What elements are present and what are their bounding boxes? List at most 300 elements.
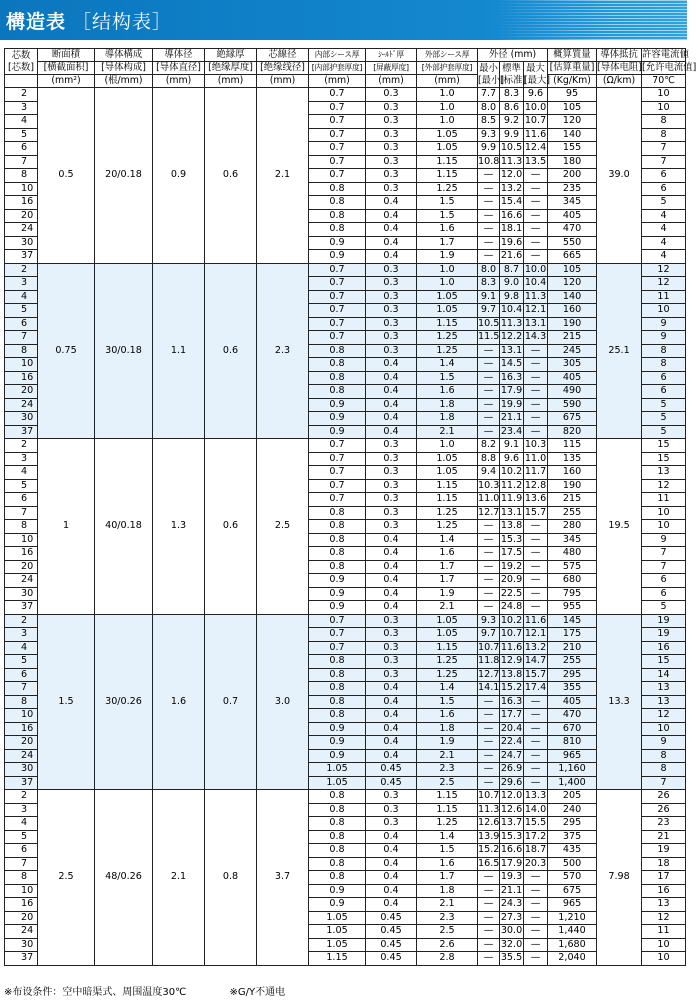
cell-cores: 16 bbox=[5, 898, 38, 912]
cell-outer-sheath: 1.25 bbox=[417, 520, 478, 534]
cell-current: 12 bbox=[642, 263, 686, 277]
table-header bbox=[5, 49, 696, 88]
cell-outer-sheath: 1.0 bbox=[417, 277, 478, 291]
cell-od-max: — bbox=[524, 574, 548, 588]
cell-od-std: 10.2 bbox=[500, 614, 523, 626]
cell-inner-sheath: 1.05 bbox=[309, 925, 366, 939]
cell-weight: 295 bbox=[548, 817, 597, 831]
cell-od-std: 11.9 bbox=[500, 493, 523, 505]
cell-od-min: 10.8 bbox=[478, 155, 500, 167]
cell-conductor: 48/0.26 bbox=[95, 790, 153, 966]
cell-od-min: 10.7 bbox=[478, 641, 500, 653]
cell-weight: 795 bbox=[548, 587, 597, 601]
cell-weight: 470 bbox=[548, 223, 597, 237]
cell-current: 23 bbox=[642, 817, 686, 831]
cell-outer-sheath: 1.4 bbox=[417, 533, 478, 547]
cell-current: 19 bbox=[642, 614, 686, 628]
cell-od-std: 13.1 bbox=[500, 344, 523, 356]
cell-od-min: 8.2 bbox=[478, 439, 500, 453]
cell-insul: 0.6 bbox=[205, 88, 257, 264]
cell-current: 21 bbox=[642, 830, 686, 844]
cell-inner-sheath: 0.7 bbox=[309, 614, 366, 628]
header-outer: 外部シース厚 bbox=[417, 49, 478, 62]
cell-od-std: 21.1 bbox=[500, 412, 523, 424]
cell-weight: 590 bbox=[548, 398, 597, 412]
cell-shield: 0.3 bbox=[366, 614, 417, 628]
cell-insul: 0.6 bbox=[205, 263, 257, 439]
cell-shield: 0.4 bbox=[366, 871, 417, 885]
cell-cores: 7 bbox=[5, 506, 38, 520]
cell-current: 7 bbox=[642, 142, 686, 156]
cell-od-std: 9.1 bbox=[500, 439, 524, 453]
cell-current: 6 bbox=[642, 587, 686, 601]
cell-cores: 30 bbox=[5, 763, 38, 777]
cell-od-max: — bbox=[524, 385, 548, 399]
cell-od-std: 8.6 bbox=[500, 101, 524, 115]
cell-inner-sheath: 0.8 bbox=[309, 668, 366, 682]
cell-od-min: — bbox=[478, 344, 500, 358]
cell-outer-sheath: 1.15 bbox=[417, 803, 478, 817]
cell-weight: 575 bbox=[548, 560, 597, 574]
header-od-min: 最小 [最小] bbox=[478, 62, 505, 86]
cell-shield: 0.4 bbox=[366, 533, 417, 547]
cell-outer-sheath: 1.05 bbox=[417, 452, 478, 466]
cell-outer-sheath: 1.0 bbox=[417, 115, 478, 129]
cell-od-min: — bbox=[478, 236, 500, 250]
cell-inner-sheath: 1.05 bbox=[309, 776, 366, 790]
cell-od-max: — bbox=[524, 209, 548, 223]
cell-od-min: — bbox=[478, 385, 500, 399]
cell-shield: 0.3 bbox=[366, 817, 417, 831]
cell-weight: 680 bbox=[548, 574, 597, 588]
cell-inner-sheath: 1.05 bbox=[309, 911, 366, 925]
header-inner: 内部シース厚 bbox=[309, 49, 366, 62]
cell-current: 7 bbox=[642, 776, 686, 790]
cell-cores: 37 bbox=[5, 250, 38, 264]
cell-current: 10 bbox=[642, 304, 686, 318]
cell-cores: 24 bbox=[5, 398, 38, 412]
cell-current: 16 bbox=[642, 641, 686, 655]
cell-od-std: 21.1 bbox=[500, 884, 523, 896]
cell-od-max: 10.0 bbox=[524, 101, 547, 113]
cell-od-std: 18.1 bbox=[500, 223, 523, 235]
cell-inner-sheath: 0.8 bbox=[309, 655, 366, 669]
cell-outer-sheath: 2.8 bbox=[417, 952, 478, 966]
cell-cond-dia: 2.1 bbox=[153, 790, 205, 966]
cell-weight: 490 bbox=[548, 385, 597, 399]
cell-od-std: 16.3 bbox=[500, 695, 523, 707]
title-sub: ［结构表］ bbox=[72, 11, 173, 33]
cell-current: 5 bbox=[642, 425, 686, 439]
cell-od-max: 17.4 bbox=[524, 682, 547, 694]
cell-weight: 190 bbox=[548, 479, 597, 493]
cell-current: 6 bbox=[642, 385, 686, 399]
cell-resistance: 19.5 bbox=[597, 439, 642, 615]
cell-current: 10 bbox=[642, 938, 686, 952]
cell-weight: 375 bbox=[548, 830, 597, 844]
cell-current: 5 bbox=[642, 398, 686, 412]
cell-inner-sheath: 0.7 bbox=[309, 317, 366, 331]
cell-cores: 24 bbox=[5, 925, 38, 939]
cell-od-std: 11.3 bbox=[500, 155, 523, 167]
cell-current: 8 bbox=[642, 115, 686, 129]
cell-shield: 0.45 bbox=[366, 911, 417, 925]
cell-cores: 24 bbox=[5, 749, 38, 763]
cell-inner-sheath: 0.9 bbox=[309, 736, 366, 750]
cell-od-max: 15.7 bbox=[524, 506, 547, 518]
cell-inner-sheath: 0.7 bbox=[309, 331, 366, 345]
cell-od-min: 11.8 bbox=[478, 655, 500, 667]
cell-od-std: 10.4 bbox=[500, 304, 523, 316]
cell-od-max: — bbox=[524, 425, 548, 439]
cell-cores: 37 bbox=[5, 952, 38, 966]
cell-outer-sheath: 1.05 bbox=[417, 142, 478, 156]
cell-outer-sheath: 1.15 bbox=[417, 169, 478, 183]
cell-od-std: 26.9 bbox=[500, 763, 523, 775]
cell-od-std: 12.0 bbox=[500, 790, 523, 802]
cell-shield: 0.4 bbox=[366, 560, 417, 574]
cell-outer-sheath: 1.5 bbox=[417, 209, 478, 223]
cell-od-max: — bbox=[524, 358, 548, 372]
cell-outer-sheath: 1.5 bbox=[417, 371, 478, 385]
cell-shield: 0.45 bbox=[366, 938, 417, 952]
cell-od-min: — bbox=[478, 209, 500, 223]
cell-od-std: 13.8 bbox=[500, 520, 523, 532]
cell-cores: 24 bbox=[5, 574, 38, 588]
cell-outer-sheath: 1.05 bbox=[417, 128, 478, 142]
cell-cond-dia: 1.1 bbox=[153, 263, 205, 439]
cell-inner-sheath: 0.7 bbox=[309, 304, 366, 318]
cell-outer-sheath: 1.9 bbox=[417, 736, 478, 750]
cell-inner-sheath: 0.7 bbox=[309, 88, 366, 102]
cell-shield: 0.4 bbox=[366, 749, 417, 763]
cell-inner-sheath: 0.9 bbox=[309, 574, 366, 588]
cell-current: 9 bbox=[642, 533, 686, 547]
cell-cores: 7 bbox=[5, 857, 38, 871]
cell-weight: 205 bbox=[548, 790, 597, 804]
cell-inner-sheath: 0.8 bbox=[309, 560, 366, 574]
cell-outer-sheath: 1.05 bbox=[417, 304, 478, 318]
cell-shield: 0.3 bbox=[366, 479, 417, 493]
cell-od-max: — bbox=[524, 884, 548, 898]
header-area-unit: (mm²) bbox=[38, 75, 95, 88]
cell-cores: 5 bbox=[5, 128, 38, 142]
cell-weight: 105 bbox=[548, 101, 597, 115]
cell-shield: 0.4 bbox=[366, 358, 417, 372]
title-main: 構造表 bbox=[6, 11, 67, 33]
cell-inner-sheath: 0.8 bbox=[309, 385, 366, 399]
cell-od-min: — bbox=[478, 560, 500, 574]
cell-current: 8 bbox=[642, 128, 686, 142]
cell-od-std: 9.8 bbox=[500, 290, 524, 304]
cell-inner-sheath: 0.8 bbox=[309, 506, 366, 520]
cell-od-std: 24.8 bbox=[500, 601, 523, 613]
cell-cores: 37 bbox=[5, 776, 38, 790]
cell-cores: 20 bbox=[5, 209, 38, 223]
cell-od-max: 15.5 bbox=[524, 817, 547, 829]
structure-table bbox=[4, 48, 696, 966]
cell-outer-sheath: 1.4 bbox=[417, 830, 478, 844]
cell-od-std: 9.9 bbox=[500, 128, 524, 142]
cell-current: 7 bbox=[642, 560, 686, 574]
cell-shield: 0.3 bbox=[366, 655, 417, 669]
cell-current: 12 bbox=[642, 479, 686, 493]
cell-od-min: — bbox=[478, 520, 500, 534]
cell-cores: 8 bbox=[5, 169, 38, 183]
cell-od-max: 14.7 bbox=[524, 655, 547, 667]
cell-od-min: 8.0 bbox=[478, 101, 500, 115]
cell-od-max: 13.6 bbox=[524, 493, 547, 505]
cell-od-min: 8.5 bbox=[478, 115, 500, 129]
cell-od-std: 11.2 bbox=[500, 479, 523, 491]
cell-weight: 140 bbox=[548, 128, 597, 142]
cell-cores: 7 bbox=[5, 155, 38, 169]
table-row bbox=[5, 614, 686, 628]
cell-current: 16 bbox=[642, 884, 686, 898]
cell-shield: 0.4 bbox=[366, 601, 417, 615]
cell-shield: 0.3 bbox=[366, 128, 417, 142]
cell-od-max: — bbox=[524, 344, 548, 358]
cell-current: 10 bbox=[642, 952, 686, 966]
cell-cores: 2 bbox=[5, 790, 38, 804]
cell-od-max: — bbox=[524, 749, 548, 763]
cell-od-min: — bbox=[478, 749, 500, 763]
cell-cores: 5 bbox=[5, 655, 38, 669]
table-row bbox=[5, 790, 686, 804]
cell-inner-sheath: 0.8 bbox=[309, 857, 366, 871]
cell-shield: 0.4 bbox=[366, 830, 417, 844]
cell-cores: 20 bbox=[5, 385, 38, 399]
cell-cores: 7 bbox=[5, 331, 38, 345]
cell-current: 8 bbox=[642, 763, 686, 777]
cell-current: 17 bbox=[642, 871, 686, 885]
cell-od-min: 9.7 bbox=[478, 628, 500, 642]
cell-weight: 245 bbox=[548, 344, 597, 358]
cell-od-min: — bbox=[478, 196, 500, 210]
cell-od-max: 11.6 bbox=[524, 128, 547, 140]
cell-inner-sheath: 0.8 bbox=[309, 695, 366, 709]
cell-inner-sheath: 0.8 bbox=[309, 709, 366, 723]
cell-weight: 175 bbox=[548, 628, 597, 642]
cell-od-max: — bbox=[524, 601, 548, 615]
header-core-dia-unit: (mm) bbox=[257, 75, 309, 88]
cell-shield: 0.4 bbox=[366, 223, 417, 237]
cell-outer-sheath: 1.4 bbox=[417, 358, 478, 372]
cell-weight: 190 bbox=[548, 317, 597, 331]
cell-cores: 16 bbox=[5, 722, 38, 736]
cell-shield: 0.3 bbox=[366, 101, 417, 115]
header-inner-unit: (mm) bbox=[309, 75, 366, 88]
cell-shield: 0.45 bbox=[366, 763, 417, 777]
cell-inner-sheath: 0.8 bbox=[309, 196, 366, 210]
cell-cores: 4 bbox=[5, 290, 38, 304]
cell-inner-sheath: 0.7 bbox=[309, 169, 366, 183]
cell-cores: 6 bbox=[5, 668, 38, 682]
cell-cores: 7 bbox=[5, 682, 38, 696]
cell-current: 6 bbox=[642, 169, 686, 183]
cell-od-std: 19.6 bbox=[500, 236, 523, 248]
cell-od-max: 14.3 bbox=[524, 331, 547, 343]
cell-inner-sheath: 0.9 bbox=[309, 425, 366, 439]
cell-shield: 0.4 bbox=[366, 425, 417, 439]
cell-weight: 670 bbox=[548, 722, 597, 736]
header-od-std: 標準 [标准] bbox=[500, 62, 527, 86]
cell-weight: 1,440 bbox=[548, 925, 597, 939]
header-conductor-sub: [导体构成] bbox=[95, 62, 153, 75]
cell-outer-sheath: 1.15 bbox=[417, 790, 478, 804]
cell-cores: 16 bbox=[5, 196, 38, 210]
cell-outer-sheath: 1.7 bbox=[417, 236, 478, 250]
cell-od-min: — bbox=[478, 763, 500, 777]
cell-current: 9 bbox=[642, 331, 686, 345]
cell-weight: 120 bbox=[548, 277, 597, 291]
cell-shield: 0.3 bbox=[366, 628, 417, 642]
cell-od-std: 8.7 bbox=[500, 263, 524, 277]
cell-od-min: 9.4 bbox=[478, 466, 500, 480]
cell-core-dia: 3.0 bbox=[257, 614, 309, 790]
cell-od-std: 24.7 bbox=[500, 749, 523, 761]
cell-inner-sheath: 0.9 bbox=[309, 749, 366, 763]
cell-od-std: 12.6 bbox=[500, 803, 523, 815]
header-current: 許容電流値 bbox=[642, 49, 689, 60]
cell-outer-sheath: 1.5 bbox=[417, 844, 478, 858]
cell-cores: 24 bbox=[5, 223, 38, 237]
cell-od-min: — bbox=[478, 182, 500, 196]
cell-cores: 4 bbox=[5, 115, 38, 129]
cell-od-max: — bbox=[524, 560, 548, 574]
cell-shield: 0.45 bbox=[366, 925, 417, 939]
cell-cores: 4 bbox=[5, 817, 38, 831]
cell-current: 6 bbox=[642, 371, 686, 385]
cell-od-min: — bbox=[478, 884, 500, 898]
cell-od-max: 12.4 bbox=[524, 142, 547, 154]
title-bar bbox=[0, 0, 687, 40]
cell-current: 18 bbox=[642, 857, 686, 871]
cell-weight: 675 bbox=[548, 412, 597, 426]
cell-cores: 2 bbox=[5, 263, 38, 277]
cell-od-max: 10.7 bbox=[524, 115, 547, 127]
cell-inner-sheath: 0.9 bbox=[309, 398, 366, 412]
cell-weight: 810 bbox=[548, 736, 597, 750]
cell-cores: 6 bbox=[5, 844, 38, 858]
cell-od-min: — bbox=[478, 398, 500, 412]
cell-od-max: — bbox=[524, 412, 548, 426]
cell-core-dia: 2.3 bbox=[257, 263, 309, 439]
cell-outer-sheath: 1.15 bbox=[417, 493, 478, 507]
cell-current: 10 bbox=[642, 101, 686, 115]
cell-shield: 0.3 bbox=[366, 493, 417, 507]
cell-current: 5 bbox=[642, 196, 686, 210]
header-current-sub: [允许电流值] bbox=[642, 62, 696, 73]
cell-outer-sheath: 1.05 bbox=[417, 614, 478, 628]
cell-shield: 0.4 bbox=[366, 412, 417, 426]
cell-inner-sheath: 0.7 bbox=[309, 101, 366, 115]
cell-current: 11 bbox=[642, 290, 686, 304]
cell-od-std: 11.3 bbox=[500, 317, 523, 329]
cell-outer-sheath: 1.6 bbox=[417, 857, 478, 871]
cell-inner-sheath: 0.9 bbox=[309, 898, 366, 912]
cell-inner-sheath: 0.8 bbox=[309, 790, 366, 804]
cell-weight: 160 bbox=[548, 466, 597, 480]
cell-inner-sheath: 0.9 bbox=[309, 250, 366, 264]
cell-inner-sheath: 0.8 bbox=[309, 871, 366, 885]
cell-current: 13 bbox=[642, 898, 686, 912]
cell-outer-sheath: 1.7 bbox=[417, 871, 478, 885]
cell-inner-sheath: 0.7 bbox=[309, 493, 366, 507]
cell-weight: 215 bbox=[548, 493, 597, 507]
cell-shield: 0.3 bbox=[366, 439, 417, 453]
cell-outer-sheath: 1.15 bbox=[417, 317, 478, 331]
cell-outer-sheath: 1.5 bbox=[417, 196, 478, 210]
cell-outer-sheath: 1.0 bbox=[417, 263, 478, 277]
cell-od-min: 10.3 bbox=[478, 479, 500, 491]
cell-od-max: — bbox=[524, 722, 548, 736]
cell-inner-sheath: 0.7 bbox=[309, 479, 366, 493]
cell-inner-sheath: 0.7 bbox=[309, 128, 366, 142]
cell-shield: 0.4 bbox=[366, 736, 417, 750]
cell-weight: 345 bbox=[548, 533, 597, 547]
cell-weight: 820 bbox=[548, 425, 597, 439]
cell-outer-sheath: 1.6 bbox=[417, 547, 478, 561]
cell-od-std: 13.2 bbox=[500, 182, 523, 194]
cell-od-std: 21.6 bbox=[500, 250, 523, 262]
cell-weight: 95 bbox=[548, 88, 597, 102]
cell-weight: 405 bbox=[548, 695, 597, 709]
cell-weight: 295 bbox=[548, 668, 597, 682]
cell-od-std: 13.1 bbox=[500, 506, 523, 518]
cell-outer-sheath: 1.25 bbox=[417, 506, 478, 520]
cell-weight: 1,680 bbox=[548, 938, 597, 952]
header-resist-sub: [导体电阻] bbox=[597, 62, 642, 73]
cell-weight: 280 bbox=[548, 520, 597, 534]
cell-current: 5 bbox=[642, 601, 686, 615]
header-inner-sub: [内部护套厚度] bbox=[309, 62, 366, 75]
cell-weight: 405 bbox=[548, 209, 597, 223]
cell-od-max: — bbox=[524, 398, 548, 412]
cell-shield: 0.4 bbox=[366, 884, 417, 898]
cell-weight: 240 bbox=[548, 803, 597, 817]
cell-od-std: 13.7 bbox=[500, 817, 523, 829]
cell-current: 8 bbox=[642, 344, 686, 358]
cell-outer-sheath: 1.7 bbox=[417, 574, 478, 588]
cell-outer-sheath: 2.5 bbox=[417, 776, 478, 790]
cell-shield: 0.4 bbox=[366, 547, 417, 561]
cell-current: 26 bbox=[642, 803, 686, 817]
cell-resistance: 7.98 bbox=[597, 790, 642, 966]
cell-od-std: 27.3 bbox=[500, 911, 523, 923]
cell-current: 7 bbox=[642, 155, 686, 169]
cell-od-std: 32.0 bbox=[500, 938, 523, 950]
cell-shield: 0.3 bbox=[366, 88, 417, 102]
cell-od-std: 13.8 bbox=[500, 668, 523, 680]
cell-od-min: — bbox=[478, 574, 500, 588]
table-row bbox=[5, 88, 686, 102]
header-cores-unit bbox=[5, 75, 38, 88]
cell-weight: 215 bbox=[548, 331, 597, 345]
cell-shield: 0.3 bbox=[366, 155, 417, 169]
footnote-gy: ※G/Y不通电 bbox=[229, 987, 286, 998]
cell-inner-sheath: 0.8 bbox=[309, 830, 366, 844]
cell-shield: 0.3 bbox=[366, 790, 417, 804]
cell-current: 7 bbox=[642, 547, 686, 561]
cell-weight: 965 bbox=[548, 898, 597, 912]
table-row bbox=[5, 263, 686, 277]
header-insul: 絶縁厚 bbox=[205, 49, 257, 62]
cell-weight: 955 bbox=[548, 601, 597, 615]
header-area-sub: [横截面积] bbox=[38, 62, 95, 75]
header-cond-dia-unit: (mm) bbox=[153, 75, 205, 88]
cell-outer-sheath: 1.15 bbox=[417, 155, 478, 169]
